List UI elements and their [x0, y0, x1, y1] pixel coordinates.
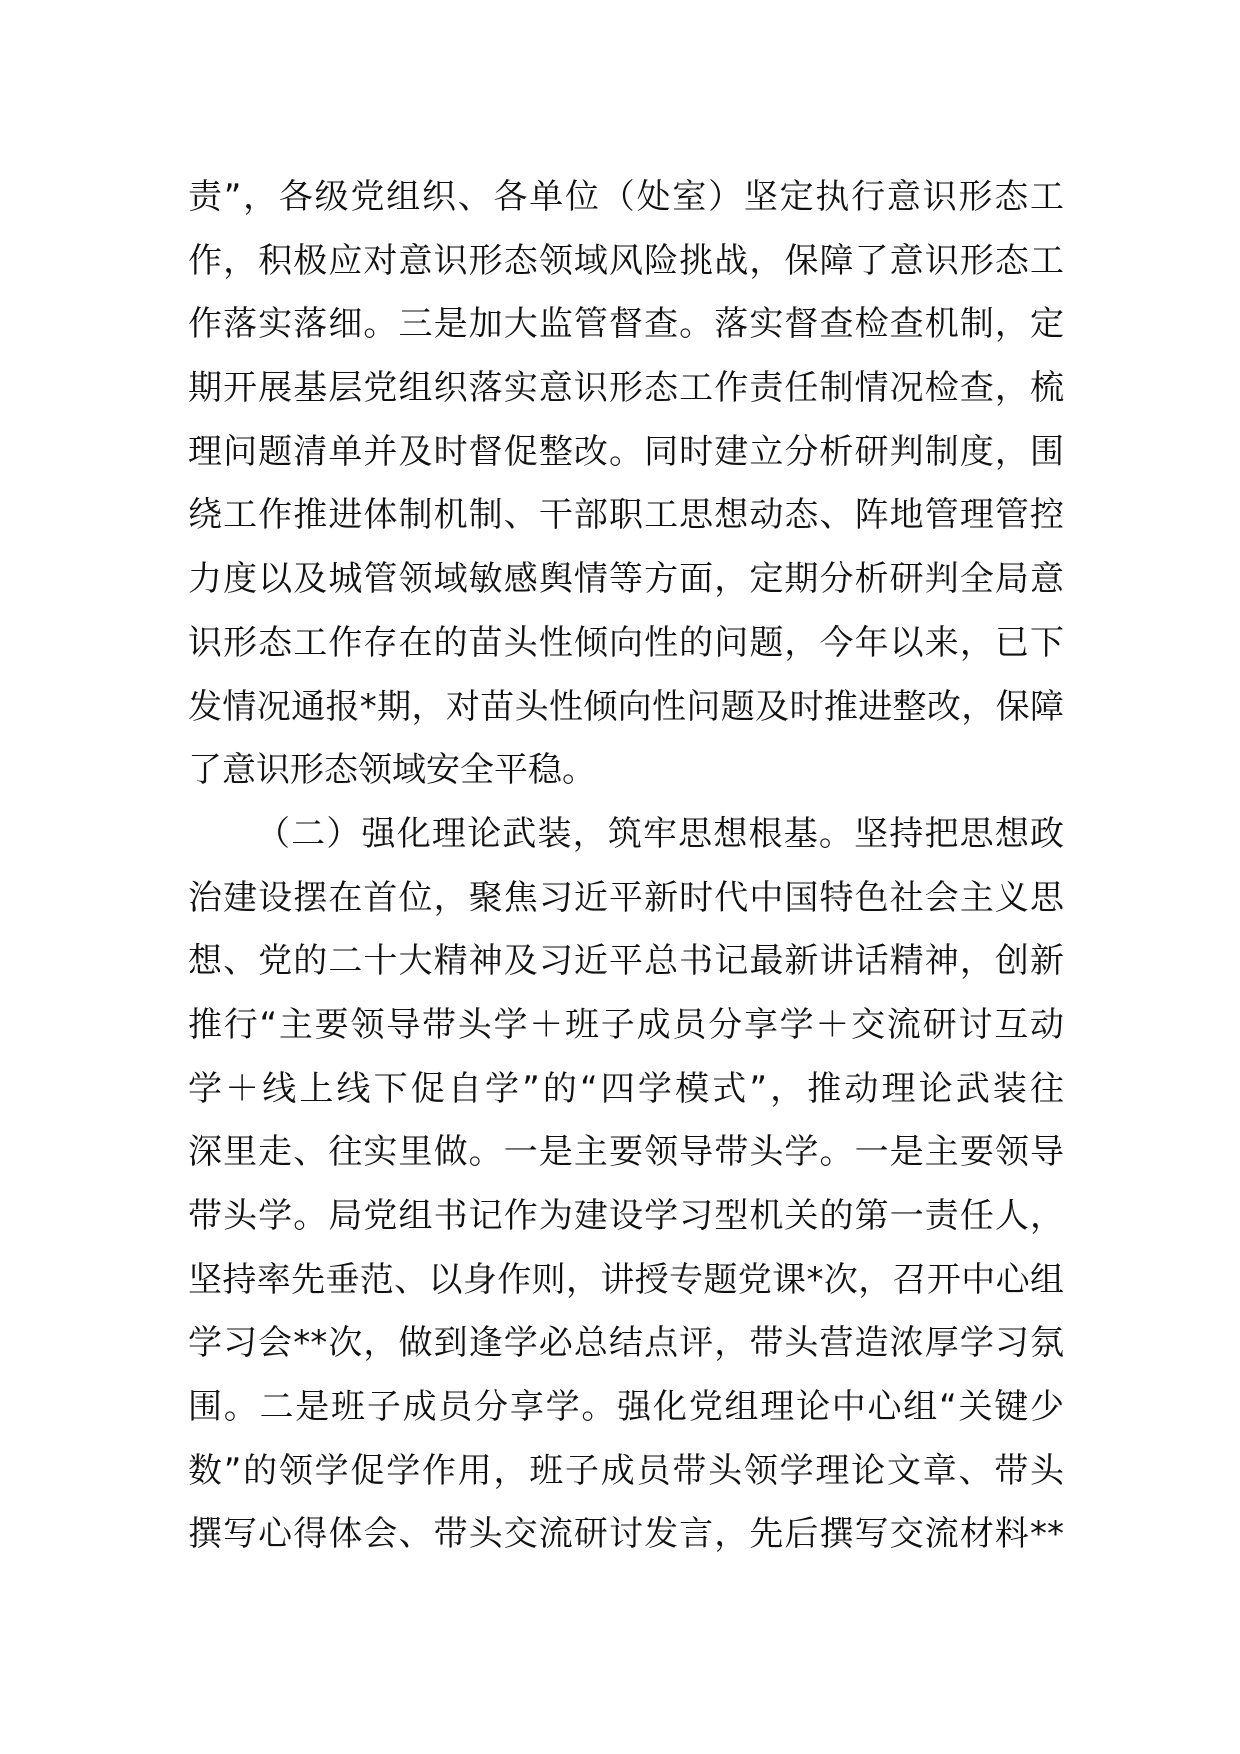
text-line: 撰写心得体会、带头交流研讨发言，先后撰写交流材料**	[188, 1514, 1064, 1555]
text-line: 发情况通报*期，对苗头性倾向性问题及时推进整改，保障	[188, 686, 1064, 727]
text-line: 作，积极应对意识形态领域风险挑战，保障了意识形态工	[188, 240, 1064, 281]
body-text	[188, 166, 1064, 1567]
text-line: 责”，各级党组织、各单位（处室）坚定执行意识形态工	[188, 177, 1064, 217]
section-heading-line: （二）强化理论武装，筑牢思想根基。坚持把思想政	[256, 813, 1064, 854]
text-line: 绕工作推进体制机制、干部职工思想动态、阵地管理管控	[188, 495, 1064, 536]
text-line: 数”的领学促学作用，班子成员带头领学理论文章、带头	[188, 1450, 1064, 1491]
text-line: 治建设摆在首位，聚焦习近平新时代中国特色社会主义思	[188, 877, 1064, 918]
text-line: 理问题清单并及时督促整改。同时建立分析研判制度，围	[188, 431, 1064, 472]
text-line: 期开展基层党组织落实意识形态工作责任制情况检查，梳	[188, 368, 1064, 409]
text-line: 识形态工作存在的苗头性倾向性的问题，今年以来，已下	[188, 622, 1064, 663]
text-line: 力度以及城管领域敏感舆情等方面，定期分析研判全局意	[188, 559, 1064, 600]
text-line: 学＋线上线下促自学”的“四学模式”，推动理论武装往	[188, 1068, 1064, 1109]
text-line: 学习会**次，做到逢学必总结点评，带头营造浓厚学习氛	[188, 1323, 1064, 1364]
paragraph-end-line: 了意识形态领域安全平稳。	[188, 750, 596, 791]
text-line: 作落实落细。三是加大监管督查。落实督查检查机制，定	[188, 304, 1064, 345]
text-line: 坚持率先垂范、以身作则，讲授专题党课*次，召开中心组	[188, 1259, 1064, 1300]
text-line: 带头学。局党组书记作为建设学习型机关的第一责任人，	[188, 1196, 1064, 1236]
text-line: 想、党的二十大精神及习近平总书记最新讲话精神，创新	[188, 941, 1064, 982]
text-line: 推行“主要领导带头学＋班子成员分享学＋交流研讨互动	[188, 1004, 1064, 1045]
text-line: 围。二是班子成员分享学。强化党组理论中心组“关键少	[188, 1387, 1064, 1428]
text-line: 深里走、往实里做。一是主要领导带头学。一是主要领导	[188, 1132, 1064, 1173]
